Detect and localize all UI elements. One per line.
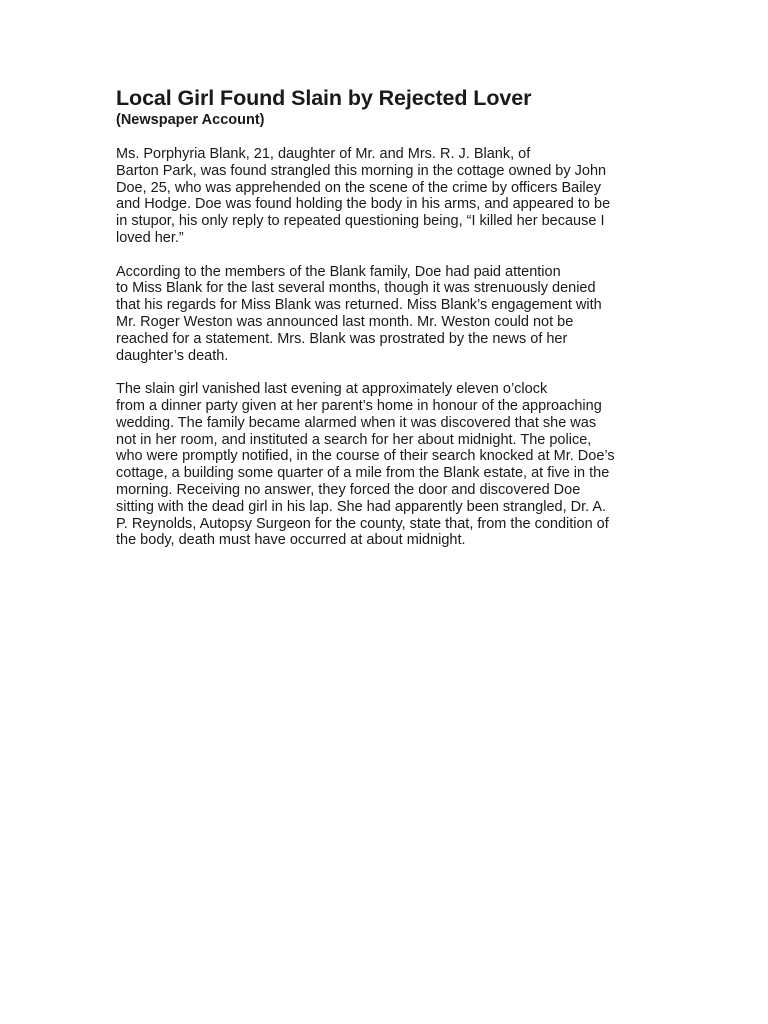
paragraph-line: The slain girl vanished last evening at approximately eleven o’clock — [116, 381, 548, 398]
paragraph-line: who were promptly notified, in the course of their search knocked at Mr. Doe’s — [116, 448, 615, 465]
paragraph-line: According to the members of the Blank family, Doe had paid attention — [116, 263, 561, 280]
paragraph-line: Barton Park, was found strangled this morning in the cottage owned by John — [116, 162, 607, 179]
paragraph-3 — [116, 381, 656, 549]
paragraph-line: to Miss Blank for the last several months, though it was strenuously denied — [116, 280, 596, 297]
paragraph-line: in stupor, his only reply to repeated questioning being, “I killed her because I — [116, 213, 605, 230]
paragraph-1 — [116, 146, 656, 247]
paragraph-line: sitting with the dead girl in his lap. She had apparently been strangled, Dr. A. — [116, 498, 607, 515]
article-subtitle: (Newspaper Account) — [116, 112, 265, 128]
paragraph-line: not in her room, and instituted a search for her about midnight. The police, — [116, 431, 592, 448]
paragraph-line: daughter’s death. — [116, 347, 229, 364]
paragraph-line: Doe, 25, who was apprehended on the scene of the crime by officers Bailey — [116, 179, 601, 196]
article-title: Local Girl Found Slain by Rejected Lover — [116, 86, 532, 110]
paragraph-line: P. Reynolds, Autopsy Surgeon for the county, state that, from the condition of — [116, 515, 609, 532]
paragraph-line: that his regards for Miss Blank was returned. Miss Blank’s engagement with — [116, 297, 602, 314]
paragraph-line: wedding. The family became alarmed when it was discovered that she was — [116, 414, 597, 431]
paragraph-line: morning. Receiving no answer, they forced the door and discovered Doe — [116, 481, 581, 498]
paragraph-line: Mr. Roger Weston was announced last month. Mr. Weston could not be — [116, 313, 574, 330]
paragraph-line: reached for a statement. Mrs. Blank was prostrated by the news of her — [116, 330, 568, 347]
paragraph-line: loved her.” — [116, 229, 184, 246]
paragraph-line: cottage, a building some quarter of a mile from the Blank estate, at five in the — [116, 465, 610, 482]
paragraph-line: from a dinner party given at her parent’s home in honour of the approaching — [116, 397, 602, 414]
paragraph-line: Ms. Porphyria Blank, 21, daughter of Mr. and Mrs. R. J. Blank, of — [116, 146, 531, 162]
paragraph-2 — [116, 264, 656, 365]
document-page — [116, 84, 656, 566]
paragraph-line: the body, death must have occurred at about midnight. — [116, 532, 466, 549]
paragraph-line: and Hodge. Doe was found holding the body in his arms, and appeared to be — [116, 196, 611, 213]
